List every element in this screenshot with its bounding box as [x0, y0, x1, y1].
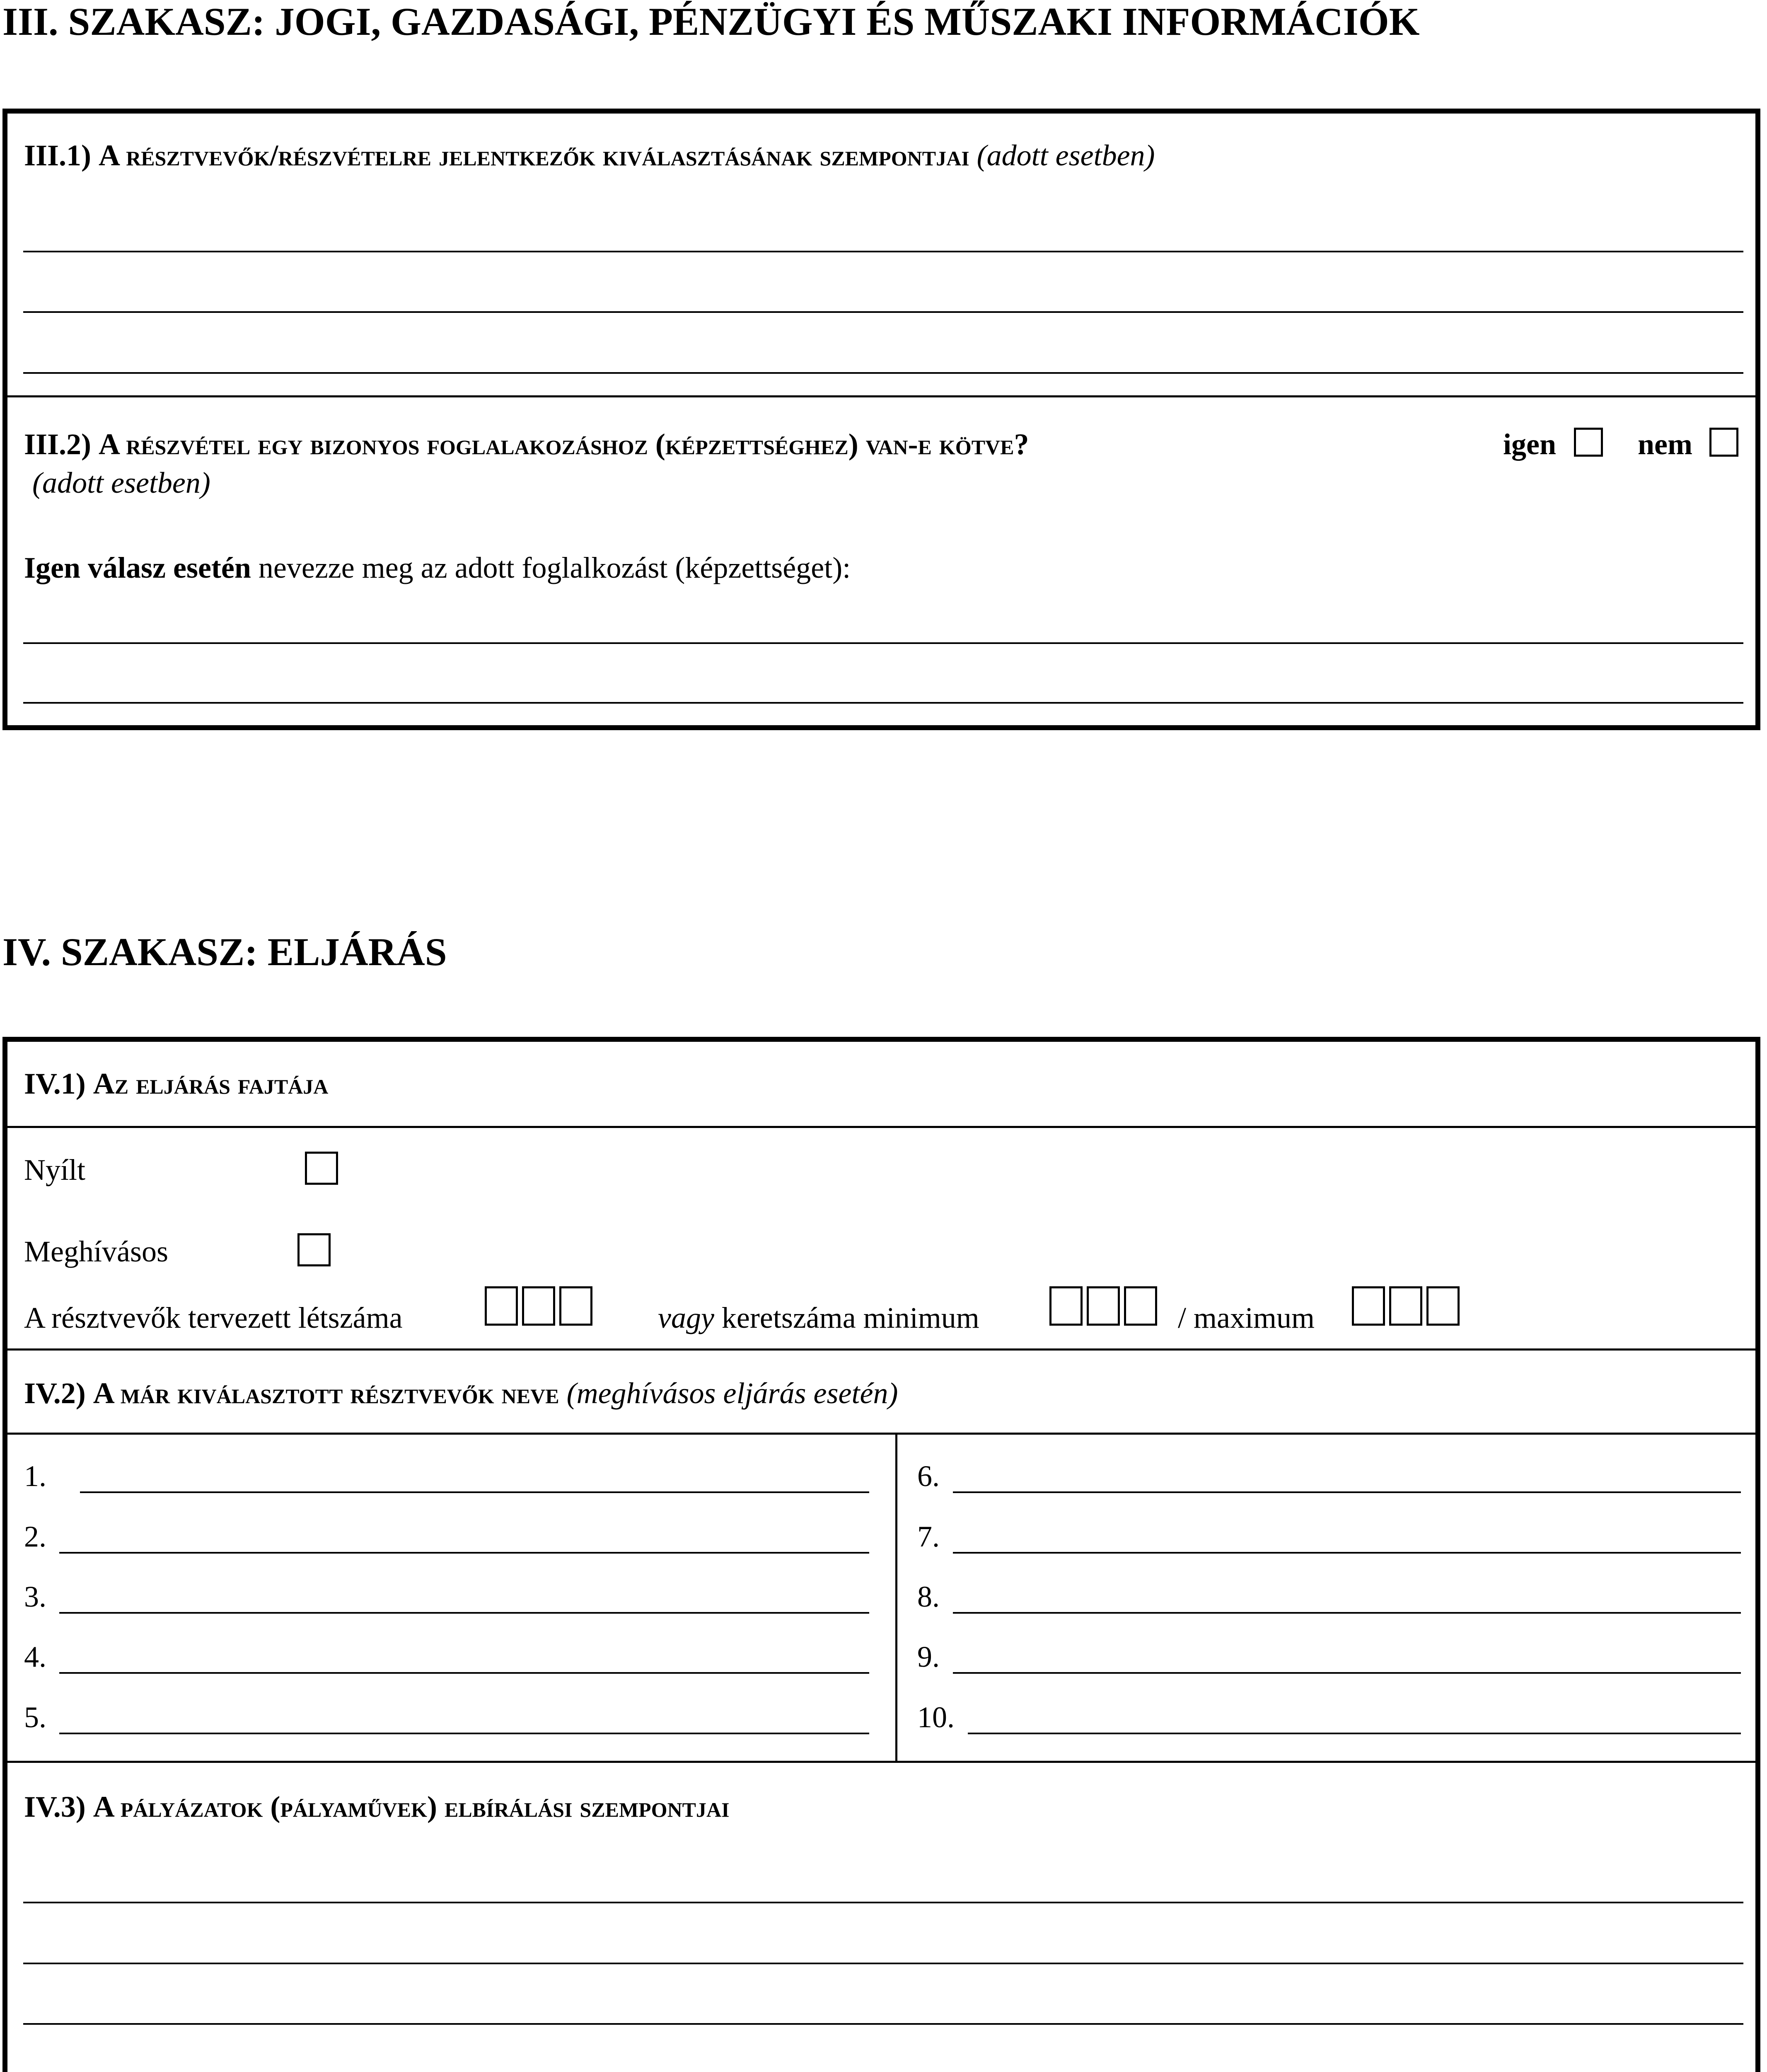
divider [7, 1761, 1755, 1763]
frame-max-input[interactable] [1352, 1286, 1464, 1326]
participant-name-line[interactable] [59, 1672, 869, 1674]
participant-number: 5. [24, 1701, 46, 1734]
participant-name-line[interactable] [953, 1552, 1741, 1554]
open-procedure-checkbox[interactable] [305, 1152, 338, 1185]
if-yes-bold: Igen válasz esetén [24, 551, 251, 584]
divider [7, 1433, 1755, 1435]
participant-number: 2. [24, 1520, 46, 1553]
digit-box[interactable] [1124, 1286, 1157, 1326]
participant-number: 3. [24, 1580, 46, 1613]
participant-name-line[interactable] [968, 1733, 1741, 1734]
digit-box[interactable] [1426, 1286, 1460, 1326]
answer-line[interactable] [23, 311, 1743, 313]
answer-line[interactable] [23, 702, 1743, 704]
participant-number: 4. [24, 1640, 46, 1673]
item-3-1-title: A résztvevők/részvételre jelentkezők kiválasztásának szempontjai [99, 139, 969, 172]
frame-min-text [658, 1303, 979, 1333]
participant-number: 10. [917, 1701, 955, 1734]
divider [7, 395, 1755, 397]
participant-name-line[interactable] [80, 1491, 869, 1493]
digit-box[interactable] [1352, 1286, 1385, 1326]
restricted-procedure-checkbox[interactable] [297, 1233, 331, 1266]
participant-name-line[interactable] [953, 1612, 1741, 1614]
participant-name-line[interactable] [953, 1672, 1741, 1674]
planned-count-input[interactable] [485, 1286, 597, 1326]
item-4-3-heading [24, 1792, 730, 1822]
participant-number: 1. [24, 1460, 46, 1493]
section-4-title: IV. SZAKASZ: ELJÁRÁS [2, 930, 447, 974]
digit-box[interactable] [559, 1286, 592, 1326]
restricted-procedure-label: Meghívásos [24, 1235, 168, 1268]
if-yes-instruction [24, 553, 851, 583]
digit-box[interactable] [1389, 1286, 1422, 1326]
frame-min-label: keretszáma minimum [714, 1301, 979, 1334]
answer-line[interactable] [23, 251, 1743, 252]
answer-line[interactable] [23, 2023, 1743, 2025]
digit-box[interactable] [1087, 1286, 1120, 1326]
divider [7, 1348, 1755, 1351]
section-3-title: III. SZAKASZ: JOGI, GAZDASÁGI, PÉNZÜGYI ÉS MŰSZAKI INFORMÁCIÓK [2, 0, 1420, 44]
item-4-3-title: A pályázatok (pályaművek) elbírálási szempontjai [93, 1790, 730, 1823]
participant-number: 7. [917, 1520, 940, 1553]
answer-line[interactable] [23, 642, 1743, 644]
section-4-frame [2, 1037, 1760, 2072]
item-3-2-title: A részvétel egy bizonyos foglalakozáshoz (képzettséghez) van-e kötve? [99, 428, 1029, 461]
max-label: / maximum [1178, 1301, 1315, 1334]
digit-box[interactable] [1049, 1286, 1083, 1326]
item-4-1-heading [24, 1069, 328, 1099]
yes-checkbox[interactable] [1574, 428, 1603, 457]
planned-count-label: A résztvevők tervezett létszáma [24, 1301, 403, 1334]
divider [7, 1126, 1755, 1128]
digit-box[interactable] [522, 1286, 555, 1326]
item-3-2-note: (adott esetben) [32, 466, 210, 499]
answer-line[interactable] [23, 372, 1743, 374]
item-4-2-note: (meghívásos eljárás esetén) [566, 1377, 898, 1410]
frame-min-input[interactable] [1049, 1286, 1161, 1326]
item-3-2-number: III.2) [24, 428, 99, 461]
no-checkbox[interactable] [1709, 428, 1738, 457]
participant-number: 8. [917, 1580, 940, 1613]
item-4-2-title: A már kiválasztott résztvevők neve [93, 1377, 559, 1410]
yes-label: igen [1503, 428, 1557, 461]
item-4-1-number: IV.1) [24, 1067, 93, 1100]
section-3-frame [2, 109, 1760, 730]
item-4-1-title: Az eljárás fajtája [93, 1067, 329, 1100]
if-yes-rest: nevezze meg az adott foglalkozást (képzettséget): [251, 551, 851, 584]
open-procedure-label: Nyílt [24, 1153, 86, 1186]
participant-name-line[interactable] [59, 1733, 869, 1734]
item-4-3-number: IV.3) [24, 1790, 93, 1823]
column-divider [895, 1433, 897, 1761]
participant-name-line[interactable] [953, 1491, 1741, 1493]
participant-name-line[interactable] [59, 1612, 869, 1614]
item-3-1-note: (adott esetben) [977, 139, 1155, 172]
or-label: vagy [658, 1301, 714, 1334]
digit-box[interactable] [485, 1286, 518, 1326]
answer-line[interactable] [23, 1902, 1743, 1903]
item-3-2-heading [24, 429, 1029, 459]
participant-number: 9. [917, 1640, 940, 1673]
item-4-2-number: IV.2) [24, 1377, 93, 1410]
item-4-2-heading [24, 1378, 898, 1408]
item-3-1-number: III.1) [24, 139, 99, 172]
answer-line[interactable] [23, 1963, 1743, 1964]
participant-name-line[interactable] [59, 1552, 869, 1554]
no-label: nem [1638, 428, 1692, 461]
participant-number: 6. [917, 1460, 940, 1493]
item-3-1-heading [24, 140, 1155, 170]
